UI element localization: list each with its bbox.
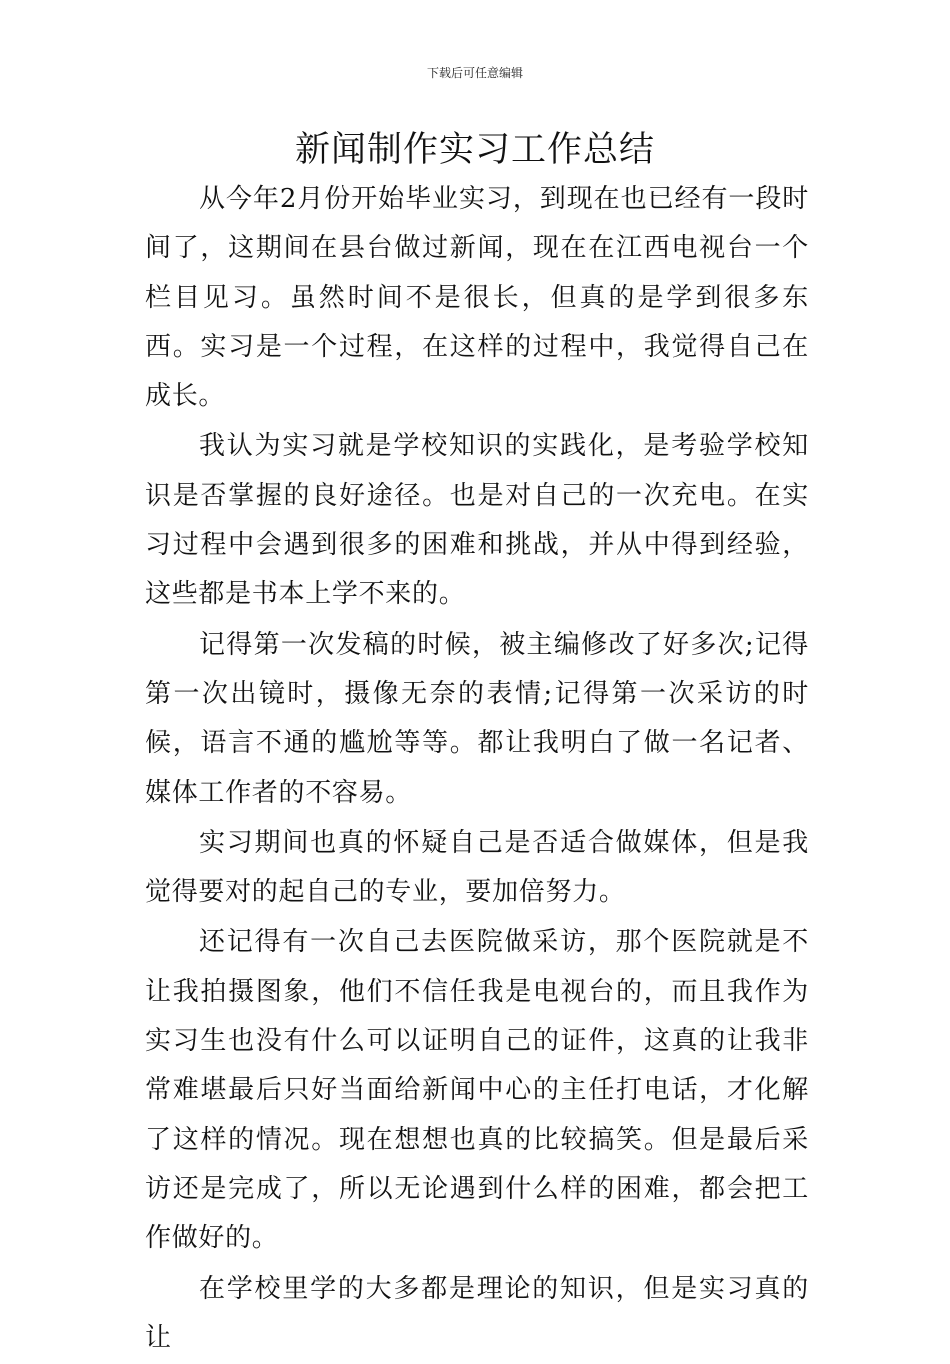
paragraph-3: 记得第一次发稿的时候，被主编修改了好多次;记得第一次出镜时，摄像无奈的表情;记得第一次采访的时候，语言不通的尴尬等等。都让我明白了做一名记者、媒体工作者的不容易。: [145, 629, 809, 808]
paragraph-5: 还记得有一次自己去医院做采访，那个医院就是不让我拍摄图象，他们不信任我是电视台的，而且我作为实习生也没有什么可以证明自己的证件，这真的让我非常难堪最后只好当面给新闻中心的主任打电话，才化解了这样的情况。现在想想也真的比较搞笑。但是最后采访还是完成了，所以无论遇到什么样的困难，都会把工作做好的。: [145, 927, 809, 1254]
paragraph-2: 我认为实习就是学校知识的实践化，是考验学校知识是否掌握的良好途径。也是对自己的一次充电。在实习过程中会遇到很多的困难和挑战，并从中得到经验，这些都是书本上学不来的。: [145, 431, 809, 610]
paragraph-4: 实习期间也真的怀疑自己是否适合做媒体，但是我觉得要对的起自己的专业，要加倍努力。: [145, 827, 809, 908]
document-title: 新闻制作实习工作总结: [294, 130, 655, 170]
paragraph-6: 在学校里学的大多都是理论的知识，但是实习真的让: [145, 1273, 809, 1353]
document-body: [145, 175, 809, 1364]
header-note: 下载后可任意编辑: [426, 66, 523, 80]
paragraph-1: 从今年2月份开始毕业实习，到现在也已经有一段时间了，这期间在县台做过新闻，现在在江西电视台一个栏目见习。虽然时间不是很长，但真的是学到很多东西。实习是一个过程，在这样的过程中，我觉得自己在成长。: [145, 184, 809, 412]
